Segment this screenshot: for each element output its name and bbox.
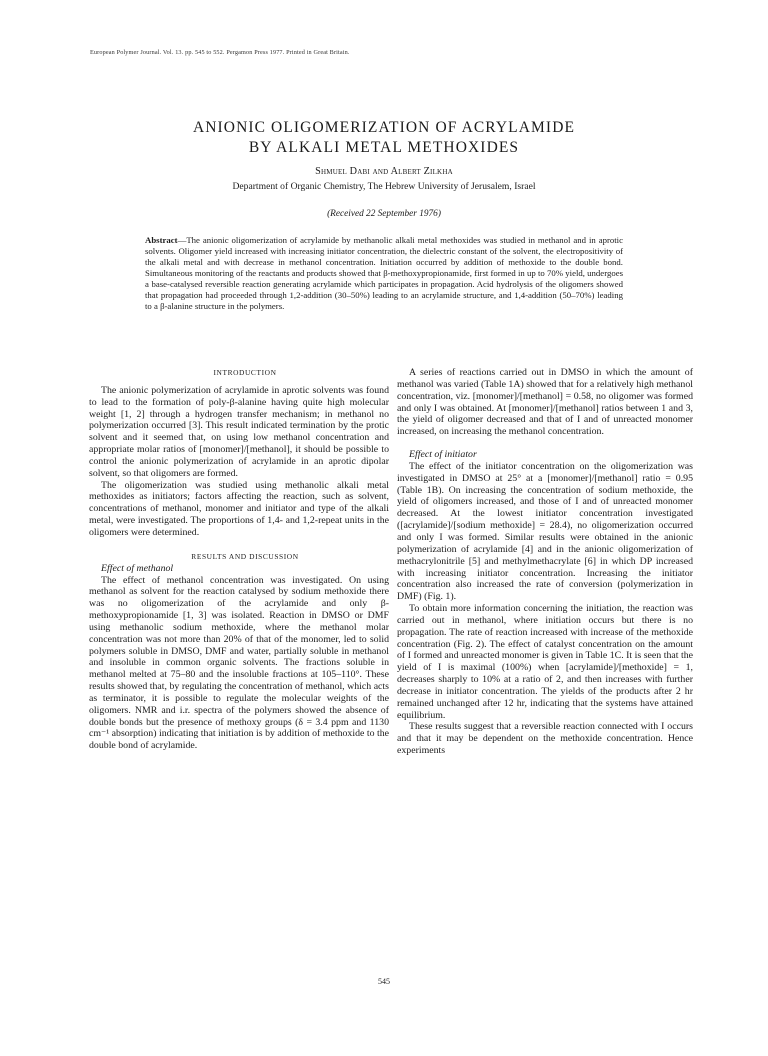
right-paragraph-2: The effect of the initiator concentration on the oligomerization was investigated in DMSO at 25° at a [monomer]/[methanol] ratio = 0.95 (Table 1B). On increasing the concentration of sodium methoxide, the yield of oligomers increased, and those of I and of unreacted monomer decreased. At the lowest initiator concentration investigated ([acrylamide]/[sodium methoxide] = 28.4), no oligomerization occurred and only I was formed. Similar results were obtained in the anionic polymerization of acrylamide [4] and in the anionic oligomerization of methacrylonitrile [5] and methylmethacrylate [6] in which DP increased with increasing initiator concentration. Increasing the initiator concentration also increased the rate of conversion (polymerization in DMF) (Fig. 1). — [397, 460, 693, 603]
introduction-heading: INTRODUCTION — [213, 368, 277, 377]
introduction-paragraph-2: The oligomerization was studied using methanolic alkali metal methoxides as initiators; factors affecting the reaction, such as solvent, concentrations of methanol, monomer and initiator and type of the alkali metal, were investigated. The proportions of 1,4- and 1,2-repeat units in the oligomers were determined. — [89, 479, 389, 538]
authors: Shmuel Dabi and Albert Zilkha — [315, 166, 453, 177]
introduction-paragraph-1: The anionic polymerization of acrylamide in aprotic solvents was found to lead to the formation of poly-β-alanine having quite high molecular weight [1, 2] through a hydrogen transfer mechanism; in methanol no polymerization occurred [3]. This result indicated termination by the protic solvent and it seemed that, on using low methanol concentration and appropriate molar ratios of [monomer]/[methanol], it should be possible to control the anionic polymerization of acrylamide in an aprotic dipolar solvent, so that oligomers are formed. — [89, 384, 389, 479]
effect-of-initiator-subheading: Effect of initiator — [409, 449, 477, 461]
results-heading: RESULTS AND DISCUSSION — [191, 551, 299, 561]
right-paragraph-1: A series of reactions carried out in DMSO in which the amount of methanol was varied (Table 1A) showed that for a relatively high methanol concentration, viz. [monomer]/[methanol] = 0.58, no oligomer was formed and only I was obtained. At [monomer]/[methanol] ratios between 1 and 3, the yield of oligomer decreased and that of I and of unreacted monomer increased, on increasing the methanol concentration. — [397, 367, 693, 438]
affiliation: Department of Organic Chemistry, The Hebrew University of Jerusalem, Israel — [232, 181, 536, 192]
paper-title-line-2: BY ALKALI METAL METHOXIDES — [248, 139, 520, 156]
results-paragraph-1: The effect of methanol concentration was investigated. On using methanol as solvent for the reaction catalysed by sodium methoxide there was no oligomerization of the acrylamide and only β-methoxypropionamide [1, 3] was isolated. Reaction in DMSO or DMF using methanolic sodium methoxide, where the methanol molar concentration was not more than 20% of that of the monomer, led to solid polymers soluble in DMSO, DMF and water, partially soluble in methanol and insoluble in common organic solvents. The fractions soluble in methanol melted at 75–80 and the insoluble fractions at 105–110°. These results showed that, by regulating the concentration of methanol, which acts as terminator, it is possible to regulate the molecular weights of the oligomers. NMR and i.r. spectra of the polymers showed the absence of double bonds but the presence of methoxy groups (δ = 3.4 ppm and 1130 cm⁻¹ absorption) indicating that initiation is by addition of methoxide to the double bond of acrylamide. — [89, 574, 389, 752]
journal-citation: European Polymer Journal. Vol. 13. pp. 545 to 552. Pergamon Press 1977. Printed in Great Britain. — [90, 49, 350, 56]
received-date: (Received 22 September 1976) — [327, 209, 441, 219]
right-paragraph-4: These results suggest that a reversible reaction connected with I occurs and that it may be dependent on the methoxide concentration. Hence experiments — [397, 721, 693, 757]
paper-title-line-1: ANIONIC OLIGOMERIZATION OF ACRYLAMIDE — [192, 119, 576, 136]
left-column — [89, 367, 389, 752]
right-paragraph-3: To obtain more information concerning the initiation, the reaction was carried out in methanol, where initiation occurs but there is no propagation. The rate of reaction increased with increase of the methoxide concentration (Fig. 2). The effect of catalyst concentration on the amount of I formed and unreacted monomer is given in Table 1C. It is seen that the yield of I is maximal (100%) when [acrylamide]/[methoxide] = 1, decreases sharply to 10% at a ratio of 2, and then increases with further decrease in initiator concentration. The yields of the products after 2 hr remained unchanged after 12 hr, indicating that the systems have attained equilibrium. — [397, 603, 693, 721]
abstract-label: Abstract — [145, 235, 178, 245]
page-number: 545 — [378, 977, 390, 986]
effect-of-methanol-subheading: Effect of methanol — [101, 562, 174, 574]
right-column — [397, 367, 693, 757]
abstract — [145, 235, 623, 312]
abstract-text: —The anionic oligomerization of acrylamide by methanolic alkali metal methoxides was studied in methanol and in aprotic solvents. Oligomer yield increased with increasing initiator concentration, the dielectric constant of the solvent, the electropositivity of the alkali metal and with decrease in methanol concentration. Initiation occurred by addition of methoxide to the double bond. Simultaneous monitoring of the reactants and products showed that β-methoxypropionamide, first formed in up to 70% yield, undergoes a base-catalysed reversible reaction generating acrylamide which participates in propagation. Acid hydrolysis of the oligomers showed that propagation had proceeded through 1,2-addition (30–50%) leading to an acrylamide structure, and 1,4-addition (50–70%) leading to a β-alanine structure in the polymers. — [145, 235, 623, 312]
